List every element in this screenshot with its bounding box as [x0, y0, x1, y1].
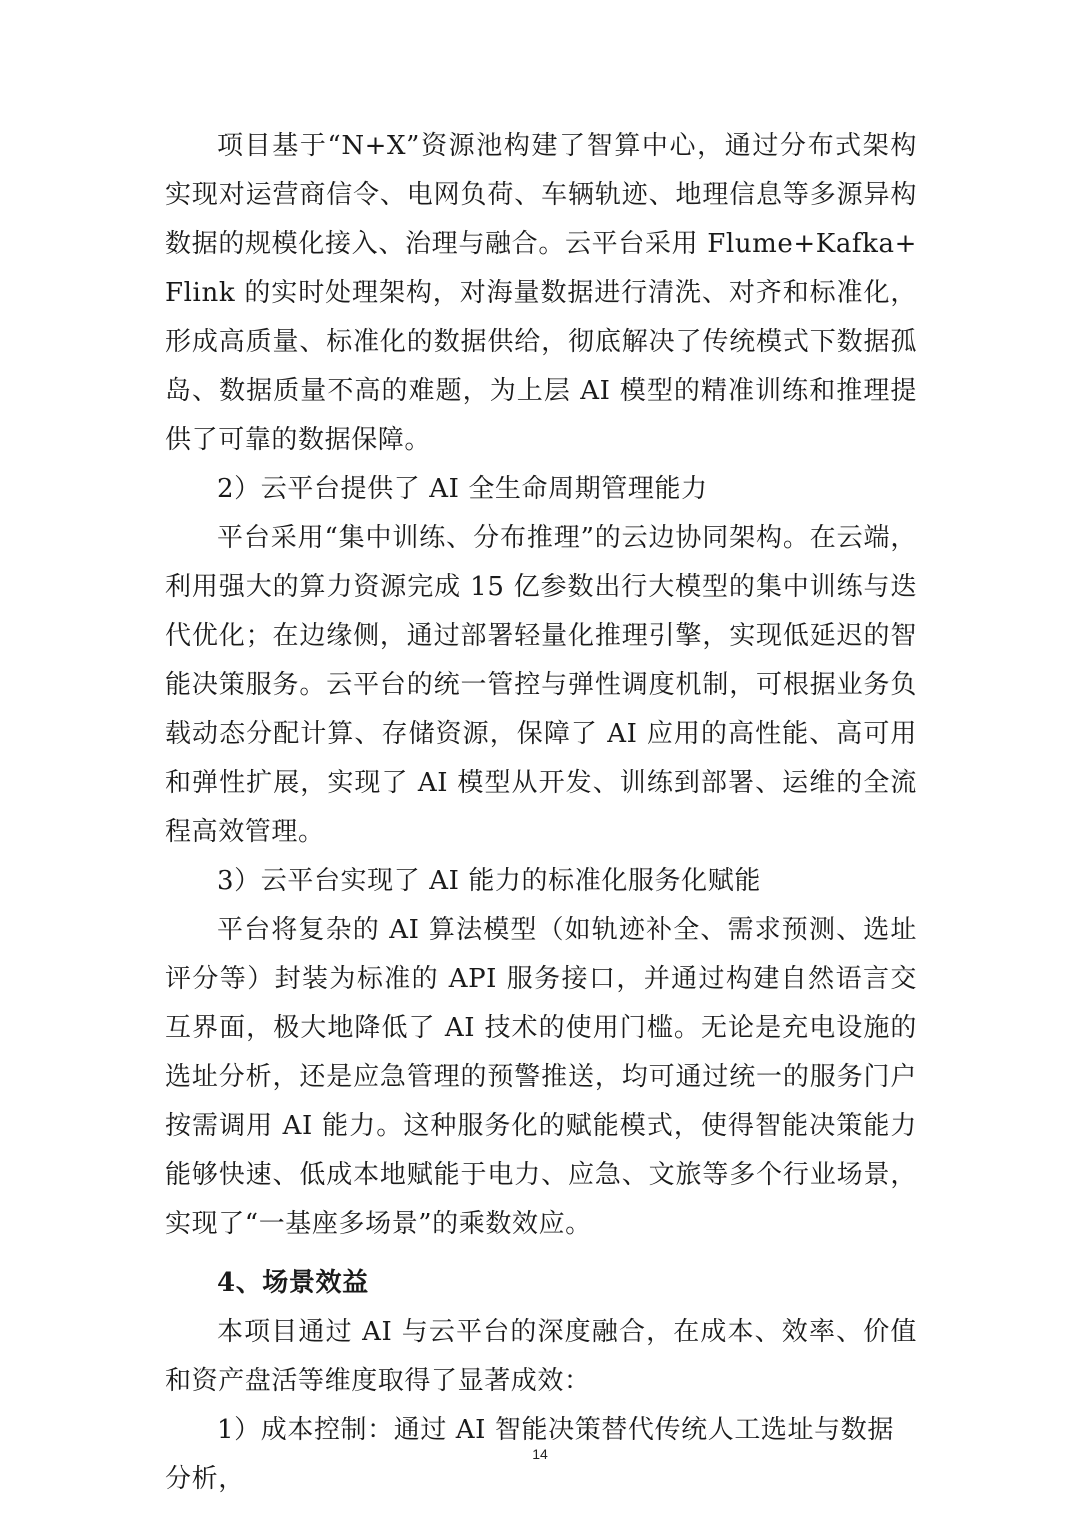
paragraph-benefits-intro: 本项目通过 AI 与云平台的深度融合，在成本、效率、价值和资产盘活等维度取得了显著成效： [165, 1317, 917, 1396]
subheading-cost-control: 1）成本控制：通过 AI 智能决策替代传统人工选址与数据分析， [165, 1415, 894, 1494]
paragraph-api-service: 平台将复杂的 AI 算法模型（如轨迹补全、需求预测、选址评分等）封装为标准的 API 服务接口，并通过构建自然语言交互界面，极大地降低了 AI 技术的使用门槛。无论是充电设施的选址分析，还是应急管理的预警推送，均可通过统一的服务门户按需调用 AI 能力。这种服务化的赋能模式，使得智能决策能力能够快速、低成本地赋能于电力、应急、文旅等多个行业场景，实现了“一基座多场景”的乘数效应。 [165, 915, 917, 1239]
subheading-ai-service: 3）云平台实现了 AI 能力的标准化服务化赋能 [217, 866, 761, 896]
page-number: 14 [532, 1446, 548, 1462]
paragraph-cloud-edge: 平台采用“集中训练、分布推理”的云边协同架构。在云端，利用强大的算力资源完成 15 亿参数出行大模型的集中训练与迭代优化；在边缘侧，通过部署轻量化推理引擎，实现低延迟的智能决策服务。云平台的统一管控与弹性调度机制，可根据业务负载动态分配计算、存储资源，保障了 AI 应用的高性能、高可用和弹性扩展，实现了 AI 模型从开发、训练到部署、运维的全流程高效管理。 [165, 523, 917, 847]
paragraph-data-governance: 项目基于“N+X”资源池构建了智算中心，通过分布式架构实现对运营商信令、电网负荷、车辆轨迹、地理信息等多源异构数据的规模化接入、治理与融合。云平台采用 Flume+Kafka+Flink 的实时处理架构，对海量数据进行清洗、对齐和标准化，形成高质量、标准化的数据供给，彻底解决了传统模式下数据孤岛、数据质量不高的难题，为上层 AI 模型的精准训练和推理提供了可靠的数据保障。 [165, 131, 917, 455]
subheading-ai-lifecycle: 2）云平台提供了 AI 全生命周期管理能力 [217, 474, 708, 504]
document-body [165, 122, 917, 1504]
section-heading-benefits: 4、场景效益 [217, 1268, 369, 1298]
